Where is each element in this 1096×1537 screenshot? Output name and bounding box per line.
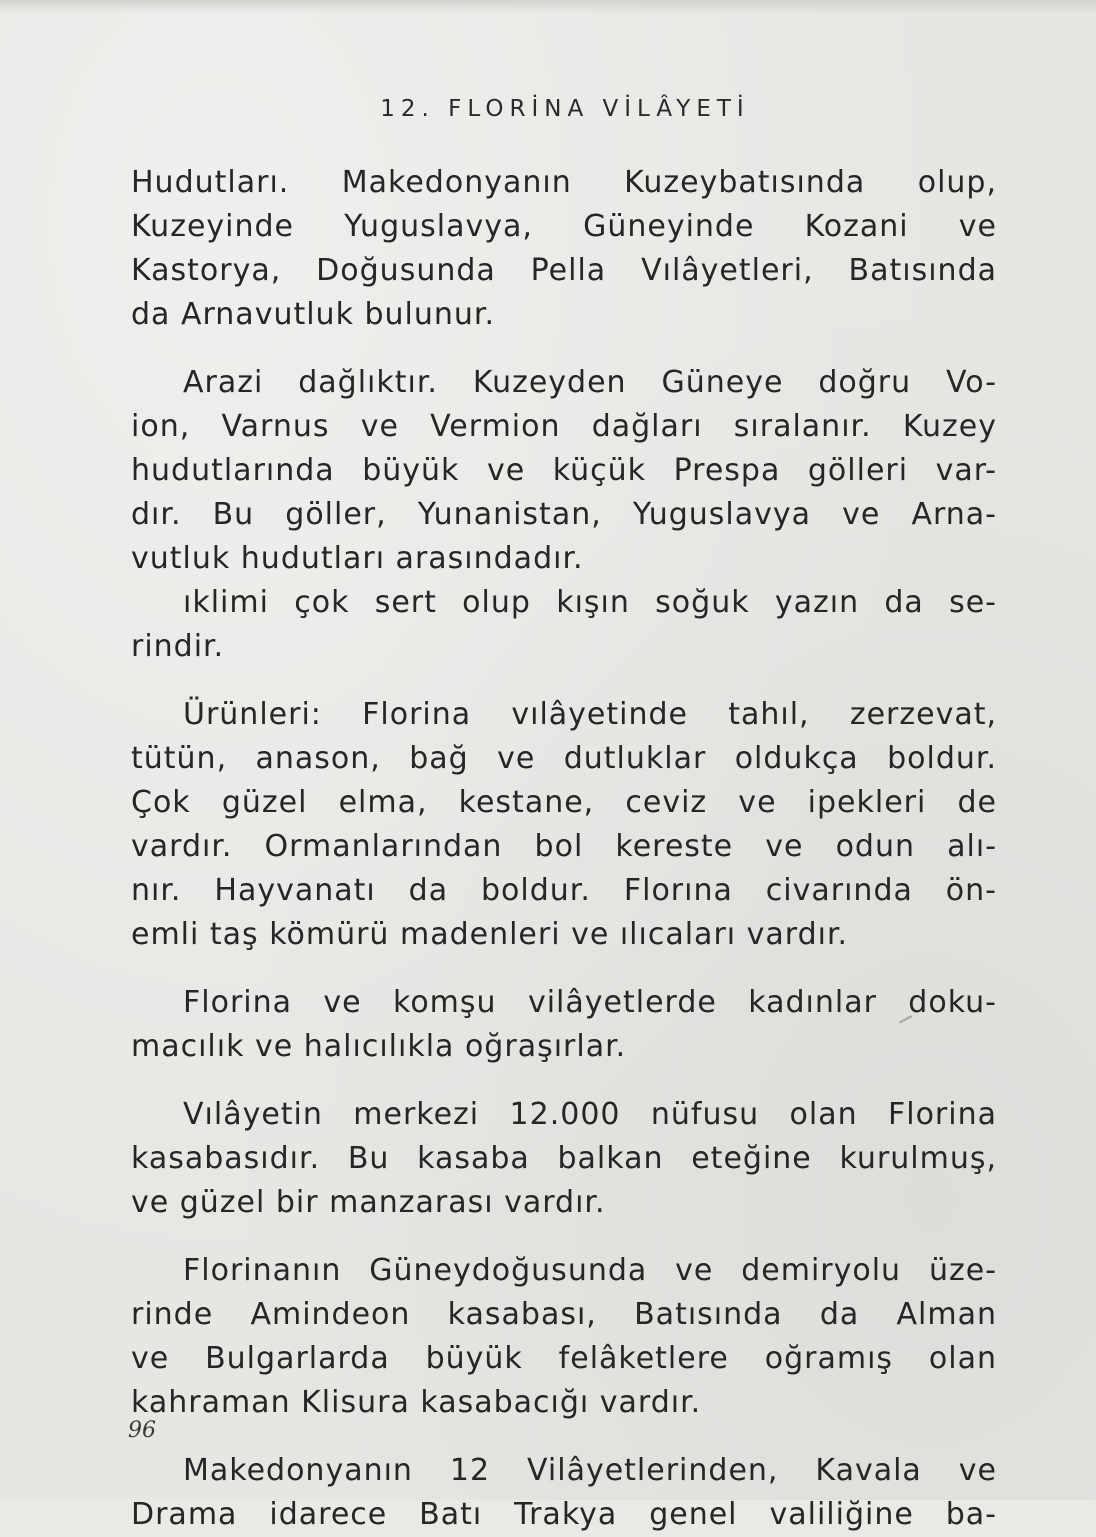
text-line: vardır. Ormanlarından bol kereste ve odun alı- xyxy=(131,829,997,864)
text-line: da Arnavutluk bulunur. xyxy=(131,297,496,332)
page-number: 96 xyxy=(128,1418,156,1443)
text-line: Vılâyetin merkezi 12.000 nüfusu olan Florina xyxy=(183,1097,997,1132)
text-line: Kastorya, Doğusunda Pella Vılâyetleri, Batısında xyxy=(131,253,997,288)
text-line: tütün, anason, bağ ve dutluklar oldukça boldur. xyxy=(131,741,997,776)
text-line: kasabasıdır. Bu kasaba balkan eteğine kurulmuş, xyxy=(131,1141,997,1176)
text-line: Hudutları. Makedonyanın Kuzeybatısında olup, xyxy=(131,165,997,200)
text-line: ve güzel bir manzarası vardır. xyxy=(131,1185,606,1220)
text-line: Drama idarece Batı Trakya genel valiliğine ba- xyxy=(131,1497,997,1532)
text-line: emli taş kömürü madenleri ve ılıcaları vardır. xyxy=(131,917,849,952)
text-line: Çok güzel elma, kestane, ceviz ve ipekleri de xyxy=(131,785,997,820)
text-line: ion, Varnus ve Vermion dağları sıralanır. Kuzey xyxy=(131,409,997,444)
text-line: dır. Bu göller, Yunanistan, Yuguslavya ve Arna- xyxy=(131,497,997,532)
text-line: Makedonyanın 12 Vilâyetlerinden, Kavala ve xyxy=(183,1453,997,1488)
text-line: ve Bulgarlarda büyük felâketlere oğramış olan xyxy=(131,1341,997,1376)
text-line: Florinanın Güneydoğusunda ve demiryolu üze- xyxy=(183,1253,997,1288)
text-line: rinde Amindeon kasabası, Batısında da Alman xyxy=(131,1297,997,1332)
text-line: vutluk hudutları arasındadır. xyxy=(131,541,584,576)
text-line: kahraman Klisura kasabacığı vardır. xyxy=(131,1385,702,1420)
text-line: ıklimi çok sert olup kışın soğuk yazın da se- xyxy=(183,585,997,620)
page-top-edge xyxy=(0,0,1096,14)
text-line: macılık ve halıcılıkla oğraşırlar. xyxy=(131,1029,627,1064)
text-line: nır. Hayvanatı da boldur. Florına civarında ön- xyxy=(131,873,997,908)
text-line: hudutlarında büyük ve küçük Prespa gölleri var- xyxy=(131,453,997,488)
text-line: Florina ve komşu vilâyetlerde kadınlar doku- xyxy=(183,985,997,1020)
text-line: Kuzeyinde Yuguslavya, Güneyinde Kozani ve xyxy=(131,209,997,244)
text-line: Ürünleri: Florina vılâyetinde tahıl, zerzevat, xyxy=(183,697,997,732)
text-line: Arazi dağlıktır. Kuzeyden Güneye doğru Vo- xyxy=(183,365,997,400)
chapter-heading: 12. FLORİNA VİLÂYETİ xyxy=(380,96,750,122)
text-line: rindir. xyxy=(131,629,225,664)
body-text xyxy=(131,161,997,1537)
